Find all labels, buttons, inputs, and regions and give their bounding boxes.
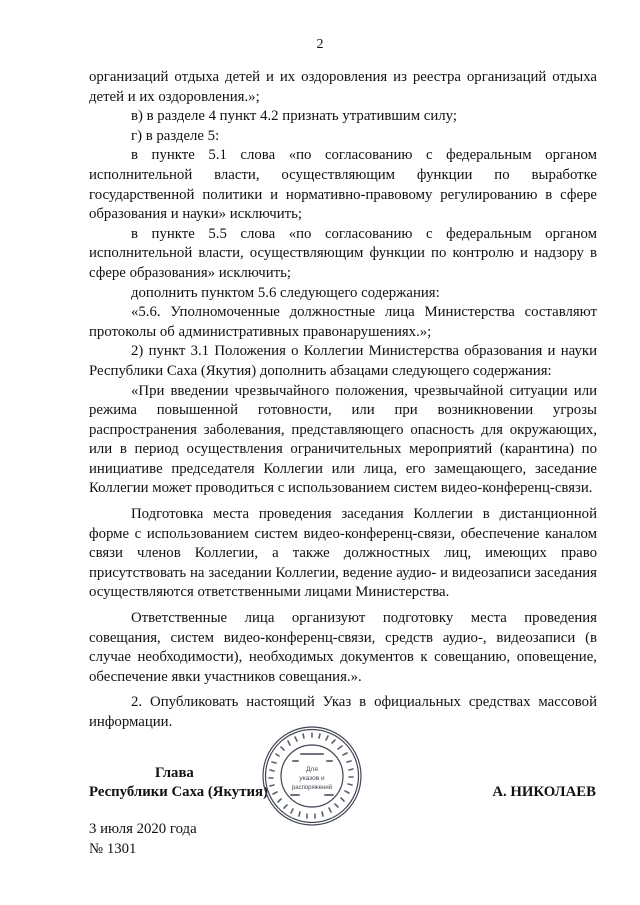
- seal-text-line1: Для: [306, 766, 318, 773]
- paragraph: 2) пункт 3.1 Положения о Коллегии Министерства образования и науки Республики Саха (Якутия) дополнить абзацами следующего содержания:: [89, 343, 597, 379]
- signature-title-line1: Глава: [155, 765, 194, 781]
- paragraph: в) в разделе 4 пункт 4.2 признать утратившим силу;: [131, 108, 457, 125]
- paragraph: организаций отдыха детей и их оздоровления из реестра организаций отдыха детей и их оздоровления.»;: [89, 69, 597, 105]
- paragraph: г) в разделе 5:: [131, 127, 220, 144]
- paragraph: «При введении чрезвычайного положения, чрезвычайной ситуации или режима повышенной готовности, или при возникновении угрозы распространения заболевания, представляющего опасность для окружающих, или в период осуществления ограничительных мероприятий (карантина) по инициативе председателя Коллегии или лица, его замещающего, заседание Коллегии может проводиться с использованием систем видео-конференц-связи.: [89, 382, 597, 497]
- page-number: 2: [316, 37, 324, 52]
- paragraph: дополнить пунктом 5.6 следующего содержания:: [131, 284, 440, 301]
- paragraph: 2. Опубликовать настоящий Указ в официальных средствах массовой информации.: [89, 694, 597, 730]
- signature-title-line2: Республики Саха (Якутия): [89, 784, 268, 800]
- document-body: [89, 68, 597, 733]
- seal-text-line3: распоряжений: [291, 785, 333, 791]
- paragraph: «5.6. Уполномоченные должностные лица Министерства составляют протоколы об административных правонарушениях.»;: [89, 304, 597, 340]
- official-seal-stamp: [260, 724, 364, 828]
- decree-number: № 1301: [89, 841, 137, 857]
- seal-text-line2: указов и: [299, 775, 325, 782]
- paragraph: в пункте 5.5 слова «по согласованию с федеральным органом исполнительной власти, осуществляющим функции по контролю и надзору в сфере образования» исключить;: [89, 225, 597, 281]
- paragraph: Ответственные лица организуют подготовку места проведения совещания, систем видео-конференц-связи, средств аудио-, видеозаписи (в случае необходимости), необходимых документов к совещанию, оповещение, обеспечение явки участников совещания.».: [89, 610, 597, 685]
- paragraph: Подготовка места проведения заседания Коллегии в дистанционной форме с использованием систем видео-конференц-связи, обеспечение каналом связи членов Коллегии, а также должностных лиц, имеющих право присутствовать на заседании Коллегии, ведение аудио- и видеозаписи заседания осуществляются ответственными лицами Министерства.: [89, 506, 597, 601]
- signing-date: 3 июля 2020 года: [89, 821, 197, 837]
- signatory-name: А. НИКОЛАЕВ: [492, 784, 596, 800]
- paragraph: в пункте 5.1 слова «по согласованию с федеральным органом исполнительной власти, осуществляющим функции по выработке государственной политики и нормативно-правовому регулированию в сфере образования и науки» исключить;: [89, 147, 597, 223]
